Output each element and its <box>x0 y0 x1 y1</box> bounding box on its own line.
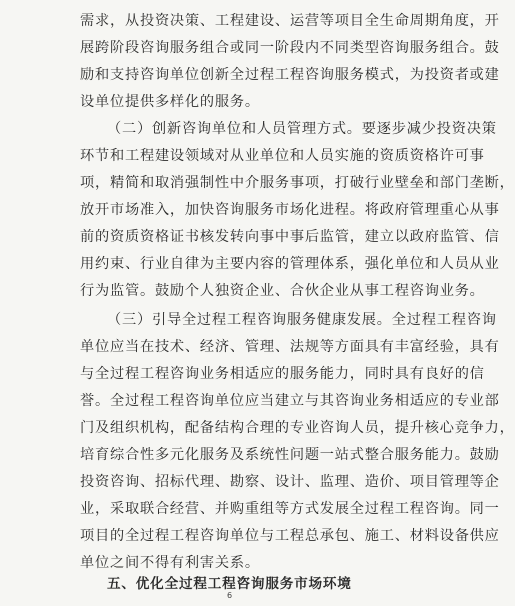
body-line: 单位之间不得有利害关系。 <box>80 555 260 571</box>
body-line: 培育综合性多元化服务及系统性问题一站式整合服务能力。鼓励 <box>80 447 500 463</box>
body-line: 誉。全过程工程咨询单位应当建立与其咨询业务相适应的专业部 <box>80 393 500 409</box>
body-line: 展跨阶段咨询服务组合或同一阶段内不同类型咨询服务组合。鼓 <box>80 40 500 56</box>
body-line: 励和支持咨询单位创新全过程工程咨询服务模式，为投资者或建 <box>80 67 500 83</box>
body-line: 设单位提供多样化的服务。 <box>80 94 260 110</box>
body-line: 单位应当在技术、经济、管理、法规等方面具有丰富经验，具有 <box>80 339 500 355</box>
body-line: 门及组织机构，配备结构合理的专业咨询人员，提升核心竞争力， <box>80 420 515 436</box>
body-line: 项目的全过程工程咨询单位与工程总承包、施工、材料设备供应 <box>80 528 500 544</box>
body-line: 与全过程工程咨询业务相适应的服务能力，同时具有良好的信 <box>80 366 485 382</box>
body-line: 投资咨询、招标代理、勘察、设计、监理、造价、项目管理等企 <box>80 474 500 490</box>
page-number: 6 <box>226 591 233 600</box>
section-heading-3: （三）引导全过程工程咨询服务健康发展。全过程工程咨询 <box>107 312 497 328</box>
section-heading-2: （二）创新咨询单位和人员管理方式。要逐步减少投资决策 <box>107 121 497 137</box>
body-line: 用约束、行业自律为主要内容的管理体系，强化单位和人员从业 <box>80 256 500 272</box>
body-line: 项，精简和取消强制性中介服务事项，打破行业壁垒和部门垄断， <box>80 175 515 191</box>
body-line: 环节和工程建设领域对从业单位和人员实施的资质资格许可事 <box>80 148 485 164</box>
body-line: 业，采取联合经营、并购重组等方式发展全过程工程咨询。同一 <box>80 501 500 517</box>
body-line: 放开市场准入，加快咨询服务市场化进程。将政府管理重心从事 <box>80 202 500 218</box>
body-line: 前的资质资格证书核发转向事中事后监管，建立以政府监管、信 <box>80 229 500 245</box>
body-line: 行为监管。鼓励个人独资企业、合伙企业从事工程咨询业务。 <box>80 283 485 299</box>
chapter-heading-5: 五、优化全过程工程咨询服务市场环境 <box>107 576 352 592</box>
body-line: 需求，从投资决策、工程建设、运营等项目全生命周期角度，开 <box>80 13 500 29</box>
